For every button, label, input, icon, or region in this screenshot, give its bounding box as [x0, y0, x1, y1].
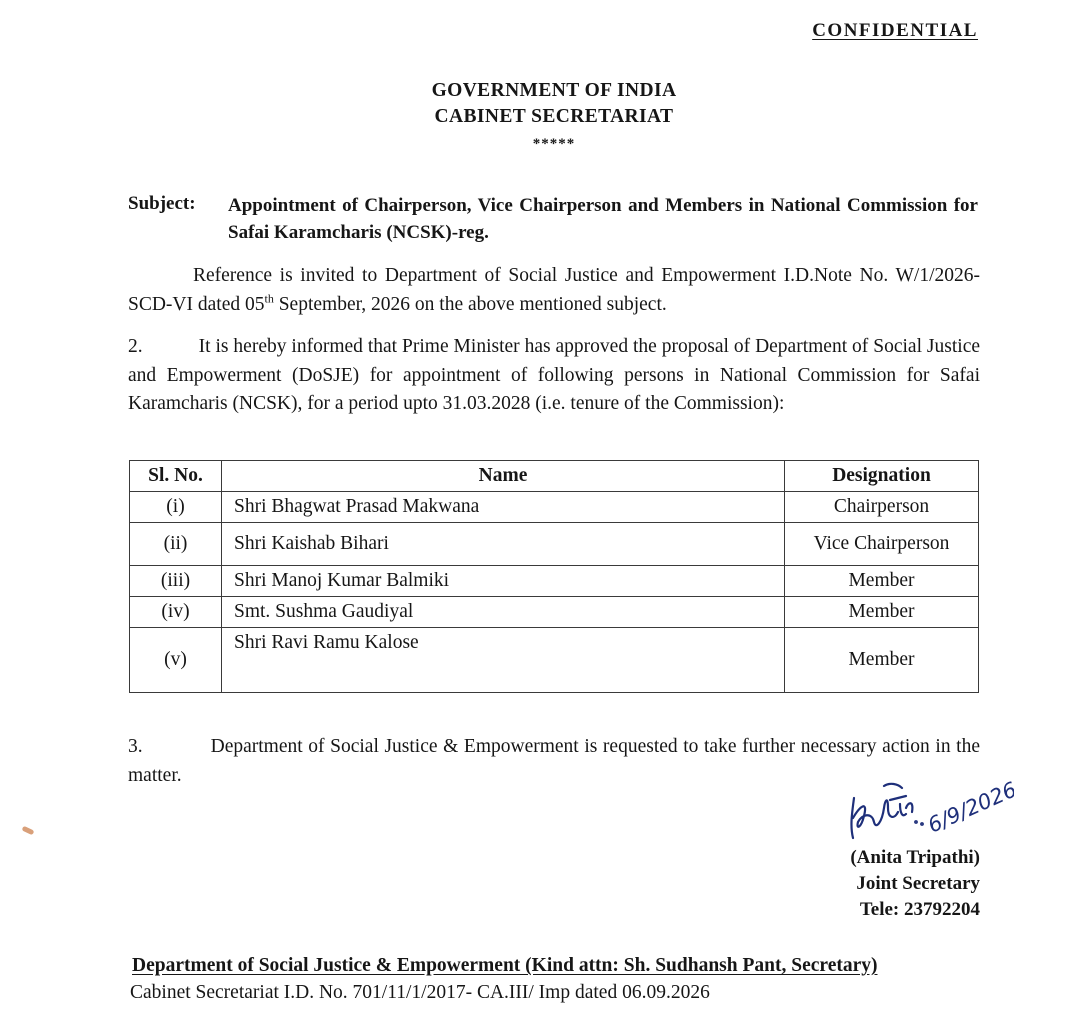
row-sl-no: (iii): [130, 566, 222, 597]
row-designation: Vice Chairperson: [785, 523, 979, 566]
subject-text: Appointment of Chairperson, Vice Chairperson and Members in National Commission for Safai Karamcharis (NCSK)-reg.: [228, 195, 978, 243]
row-designation: Member: [785, 566, 979, 597]
table-row: [130, 492, 979, 523]
table-row: [130, 597, 979, 628]
signature-date: 6/9/2026: [924, 778, 1014, 838]
header-cabinet-secretariat: CABINET SECRETARIAT: [434, 106, 674, 127]
paragraph-2-number: 2.: [128, 336, 143, 357]
reference-text-part1: Reference is invited to Department of Social Justice and Empowerment I.D.Note No. W/1/2026-SCD-VI dated 05: [128, 265, 980, 315]
handwritten-signature: [844, 778, 1014, 853]
addressee-line: Department of Social Justice & Empowerment (Kind attn: Sh. Sudhansh Pant, Secretary): [132, 955, 878, 976]
signatory-phone: Tele: 23792204: [859, 899, 980, 920]
row-sl-no: (v): [130, 628, 222, 693]
confidential-marking: CONFIDENTIAL: [812, 20, 978, 41]
signatory-title: Joint Secretary: [856, 873, 980, 894]
header-name: Name: [222, 461, 785, 492]
paragraph-reference: [128, 262, 980, 319]
header-government: GOVERNMENT OF INDIA: [431, 80, 677, 101]
reference-text-part2: September, 2026 on the above mentioned subject.: [273, 293, 667, 315]
row-name: Shri Bhagwat Prasad Makwana: [222, 492, 785, 523]
subject-label: Subject:: [128, 193, 196, 214]
row-designation: Chairperson: [785, 492, 979, 523]
table-row: [130, 628, 979, 693]
row-sl-no: (ii): [130, 523, 222, 566]
row-name: Shri Manoj Kumar Balmiki: [222, 566, 785, 597]
table-header-row: [130, 461, 979, 492]
header-designation: Designation: [785, 461, 979, 492]
header-stars: *****: [532, 136, 576, 152]
id-note-line: Cabinet Secretariat I.D. No. 701/11/1/2017- CA.III/ Imp dated 06.09.2026: [130, 982, 710, 1003]
row-designation: Member: [785, 628, 979, 693]
members-table: [129, 460, 979, 693]
row-name: Shri Kaishab Bihari: [222, 523, 785, 566]
table-row: [130, 566, 979, 597]
row-name: Shri Ravi Ramu Kalose: [222, 628, 785, 693]
reference-superscript: th: [264, 291, 274, 305]
table-row: [130, 523, 979, 566]
row-name: Smt. Sushma Gaudiyal: [222, 597, 785, 628]
signatory-block: [790, 845, 980, 923]
paragraph-3-text: Department of Social Justice & Empowerment is requested to take further necessary action in the matter.: [128, 736, 980, 786]
paragraph-2-text: It is hereby informed that Prime Minister has approved the proposal of Department of Social Justice and Empowerment (DoSJE) for appointment of following persons in National Commission for Safai Karamcharis (NCSK), for a period upto 31.03.2028 (i.e. tenure of the Commission):: [128, 336, 980, 414]
paragraph-approval: [128, 333, 980, 419]
header-sl-no: Sl. No.: [130, 461, 222, 492]
row-designation: Member: [785, 597, 979, 628]
row-sl-no: (i): [130, 492, 222, 523]
paragraph-3-number: 3.: [128, 736, 143, 757]
paper-speck: [22, 826, 35, 836]
row-sl-no: (iv): [130, 597, 222, 628]
signatory-name: (Anita Tripathi): [850, 847, 980, 868]
signature-scribble-icon: [844, 778, 1014, 848]
